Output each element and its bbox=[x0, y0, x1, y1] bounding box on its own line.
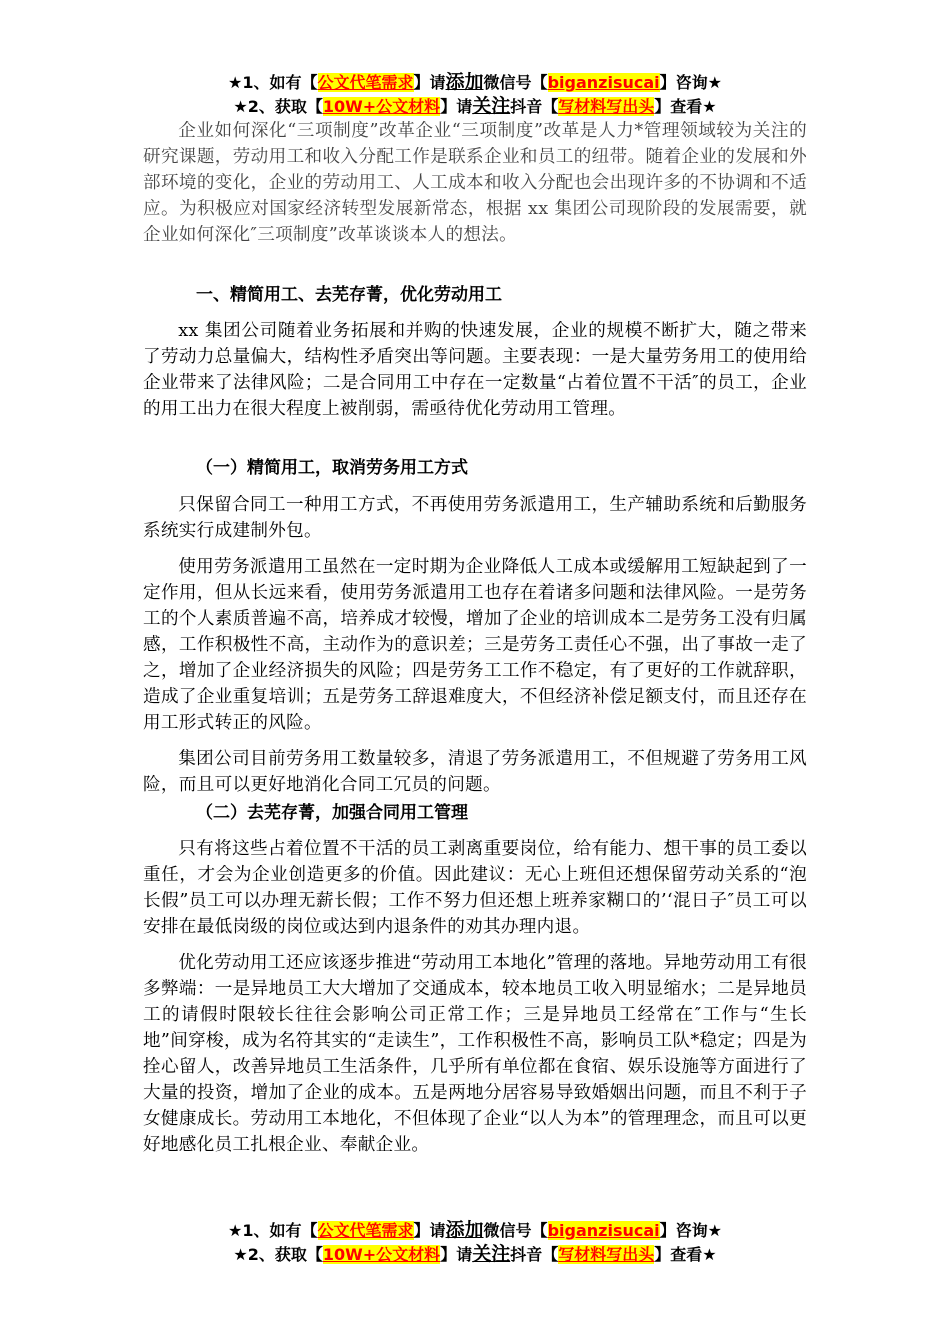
intro-block bbox=[143, 118, 807, 248]
intro-paragraph: 企业如何深化“三项制度”改革企业“三项制度”改革是人力*管理领域较为关注的研究课题，劳动用工和收入分配工作是联系企业和员工的纽带。随着企业的发展和外部环境的变化，企业的劳动用工、人工成本和收入分配也会出现许多的不协调和不适应。为积极应对国家经济转型发展新常态，根据 xx 集团公司现阶段的发展需要，就企业如何深化″三项制度”改革谈谈本人的想法。 bbox=[143, 121, 807, 245]
promo-highlight: 写材料写出头 bbox=[558, 1245, 655, 1264]
section-1-paragraph bbox=[143, 318, 807, 422]
paragraph: xx 集团公司随着业务拓展和并购的快速发展，企业的规模不断扩大，随之带来了劳动力总量偏大，结构性矛盾突出等问题。主要表现：一是大量劳务用工的使用给企业带来了法律风险；二是合同用工中存在一定数量“占着位置不干活″的员工，企业的用工出力在很大程度上被削弱，需亟待优化劳动用工管理。 bbox=[143, 321, 807, 419]
subsection-1-paragraphs bbox=[143, 492, 807, 798]
promo-emphasis: 添加 bbox=[445, 71, 484, 93]
promo-line-1-top bbox=[0, 70, 950, 95]
promo-highlight: 10W+公文材料 bbox=[322, 1245, 441, 1264]
promo-highlight: 公文代笔需求 bbox=[317, 73, 414, 92]
promo-text: 1、如有【 bbox=[242, 1221, 318, 1240]
promo-highlight: biganzisucai bbox=[547, 73, 660, 92]
promo-highlight: 10W+公文材料 bbox=[322, 97, 441, 116]
subsection-heading: （一）精简用工，取消劳务用工方式 bbox=[196, 458, 468, 478]
promo-emphasis: 添加 bbox=[445, 1219, 484, 1241]
paragraph: 只有将这些占着位置不干活的员工剥离重要岗位，给有能力、想干事的员工委以重任，才会为企业创造更多的价值。因此建议：无心上班但还想保留劳动关系的“泡长假”员工可以办理无薪长假；工作不努力但还想上班养家糊口的’‘混日子″员工可以安排在最低岗级的岗位或达到内退条件的劝其办理内退。 bbox=[143, 839, 807, 937]
promo-highlight: biganzisucai bbox=[547, 1221, 660, 1240]
subsection-heading: （二）去芜存菁，加强合同用工管理 bbox=[196, 803, 468, 823]
promo-text: 】请 bbox=[440, 1245, 473, 1264]
promo-line-1-bottom bbox=[0, 1218, 950, 1243]
promo-text: 抖音【 bbox=[510, 97, 559, 116]
star-icon: ★ bbox=[228, 1221, 243, 1240]
promo-emphasis: 关注 bbox=[472, 95, 511, 117]
section-heading: 一、精简用工、去芜存菁，优化劳动用工 bbox=[196, 285, 502, 305]
promo-highlight: 公文代笔需求 bbox=[317, 1221, 414, 1240]
promo-text: 1、如有【 bbox=[242, 73, 318, 92]
star-icon: ★ bbox=[228, 73, 243, 92]
star-icon: ★ bbox=[233, 97, 248, 116]
paragraph: 集团公司目前劳务用工数量较多，清退了劳务派遣用工，不但规避了劳务用工风险，而且可以更好地消化合同工冗员的问题。 bbox=[143, 749, 807, 795]
promo-text: 2、获取【 bbox=[247, 97, 323, 116]
promo-text: 】查看★ bbox=[654, 97, 717, 116]
paragraph: 只保留合同工一种用工方式，不再使用劳务派遣用工，生产辅助系统和后勤服务系统实行成建制外包。 bbox=[143, 495, 807, 541]
promo-line-2-top bbox=[0, 94, 950, 119]
promo-text: 2、获取【 bbox=[247, 1245, 323, 1264]
promo-text: 】请 bbox=[413, 73, 446, 92]
promo-highlight: 写材料写出头 bbox=[558, 97, 655, 116]
promo-text: 】请 bbox=[413, 1221, 446, 1240]
promo-text: 微信号【 bbox=[483, 73, 548, 92]
promo-text: 】请 bbox=[440, 97, 473, 116]
subsection-2-paragraphs bbox=[143, 836, 807, 1158]
paragraph: 使用劳务派遣用工虽然在一定时期为企业降低人工成本或缓解用工短缺起到了一定作用，但从长远来看，使用劳务派遣用工也存在着诸多问题和法律风险。一是劳务工的个人素质普遍不高，培养成才较慢，增加了企业的培训成本二是劳务工没有归属感，工作积极性不高，主动作为的意识差；三是劳务工责任心不强，出了事故一走了之，增加了企业经济损失的风险；四是劳务工工作不稳定，有了更好的工作就辞职，造成了企业重复培训；五是劳务工辞退难度大，不但经济补偿足额支付，而且还存在用工形式转正的风险。 bbox=[143, 557, 807, 733]
paragraph: 优化劳动用工还应该逐步推进“劳动用工本地化”管理的落地。异地劳动用工有很多弊端：一是异地员工大大增加了交通成本，较本地员工收入明显缩水；二是异地员工的请假时限较长往往会影响公司正常工作；三是异地员工经常在″工作与“生长地”间穿梭，成为名符其实的“走读生”，工作积极性不高，影响员工队*稳定；四是为拴心留人，改善异地员工生活条件，几乎所有单位都在食宿、娱乐设施等方面进行了大量的投资，增加了企业的成本。五是两地分居容易导致婚姻出问题，而且不利于子女健康成长。劳动用工本地化，不但体现了企业“以人为本”的管理理念，而且可以更好地感化员工扎根企业、奉献企业。 bbox=[143, 953, 807, 1155]
promo-text: 】查看★ bbox=[654, 1245, 717, 1264]
promo-line-2-bottom bbox=[0, 1242, 950, 1267]
promo-text: 抖音【 bbox=[510, 1245, 559, 1264]
promo-text: 】咨询★ bbox=[659, 1221, 722, 1240]
promo-emphasis: 关注 bbox=[472, 1243, 511, 1265]
promo-text: 】咨询★ bbox=[659, 73, 722, 92]
promo-text: 微信号【 bbox=[483, 1221, 548, 1240]
star-icon: ★ bbox=[233, 1245, 248, 1264]
